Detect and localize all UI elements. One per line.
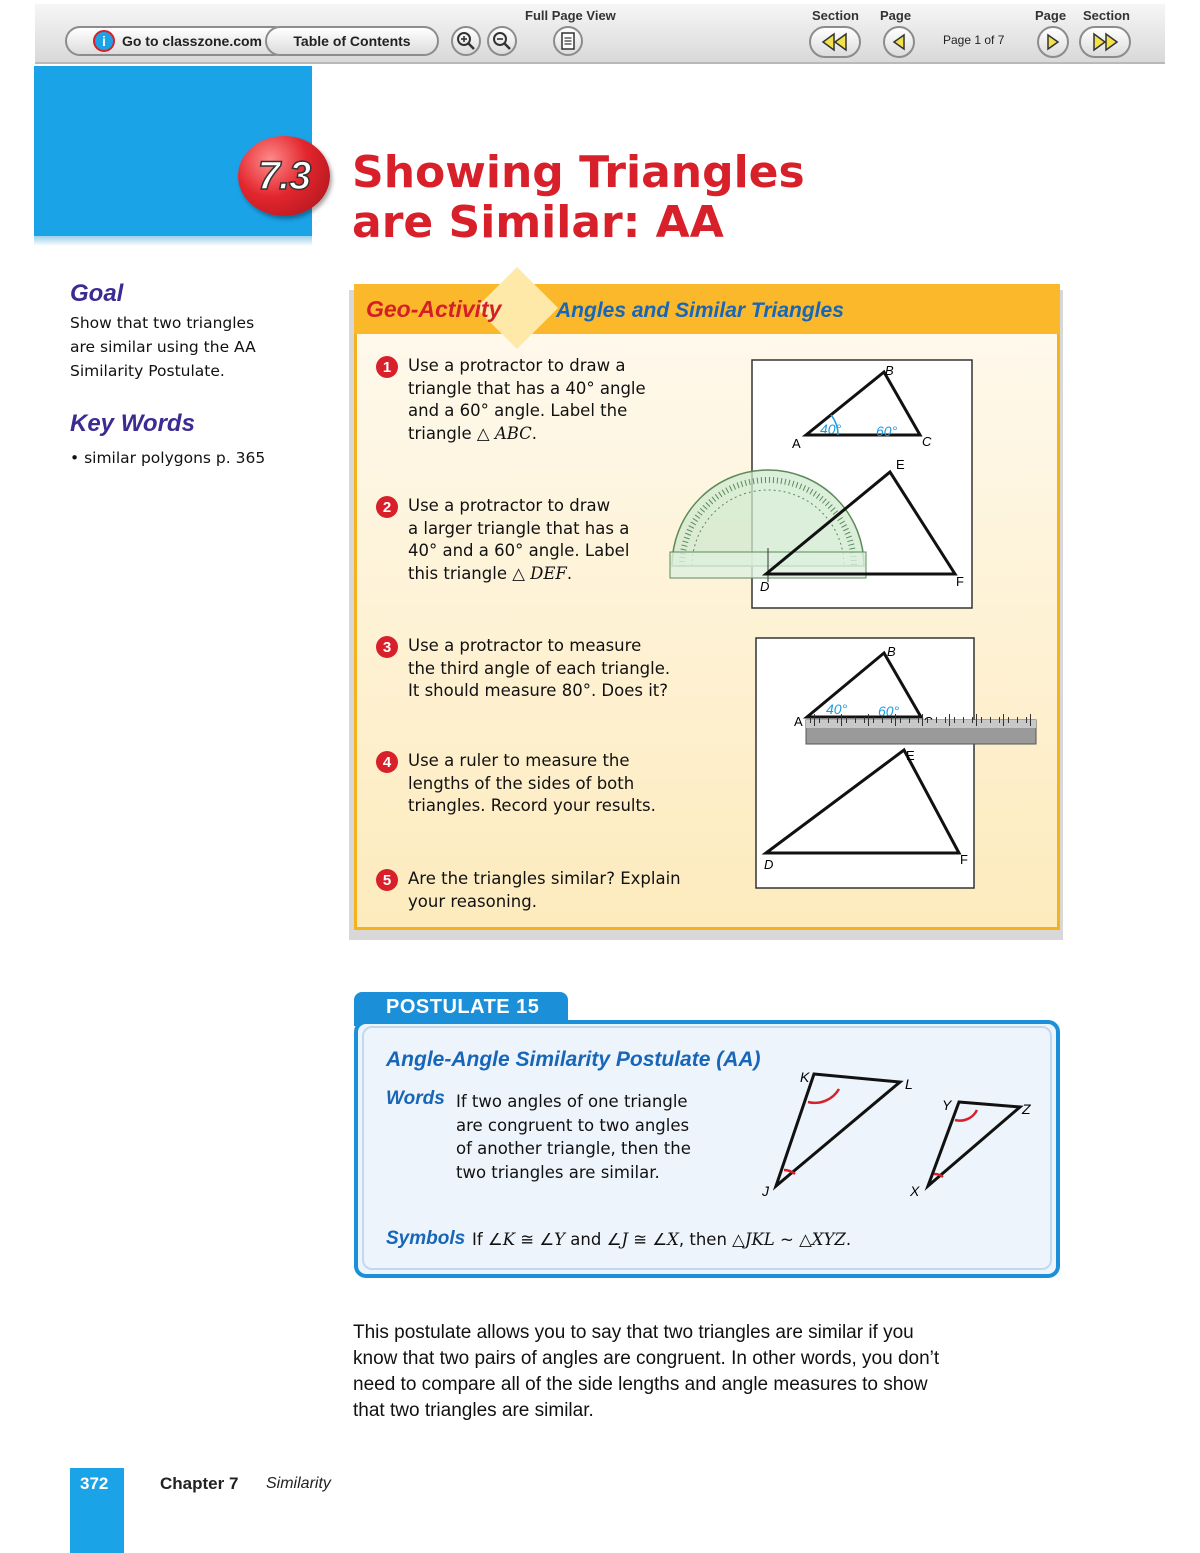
next-page-label: Page [1035,8,1067,23]
previous-section-label: Section [812,8,859,23]
step-line: triangles. Record your results. [408,796,656,815]
body-paragraph [353,1320,1003,1424]
goal-line: Similarity Postulate. [70,362,225,380]
step-line: Use a protractor to draw [408,496,611,515]
ruler-highlight [806,720,1036,728]
key-word-item: • similar polygons p. 365 [70,449,266,467]
vertex-label-b: B [885,363,894,378]
symbols-part: ≅ ∠ [515,1230,555,1249]
page-indicator: Page 1 of 7 [943,33,1005,47]
step-line-prefix: this triangle △ [408,563,525,583]
step-line: Use a protractor to draw a [408,356,626,375]
zoom-in-button[interactable] [451,26,481,56]
step-text-2 [408,495,708,585]
chevron-right-icon [1045,33,1061,51]
step-line-suffix: . [566,563,573,583]
page-number: 372 [80,1474,109,1493]
angle-arc-k [808,1089,839,1103]
step-line [408,423,708,446]
postulate-title: Angle-Angle Similarity Postulate (AA) [386,1048,761,1071]
page-view-icon [560,32,576,50]
chevron-left-icon [891,33,907,51]
step-line: It should measure 80°. Does it? [408,681,669,700]
step-line: 40° and a 60° angle. Label [408,541,630,560]
vertex-label-c: C [922,434,932,449]
header-band-shadow [34,236,312,246]
words-line: are congruent to two angles [456,1115,690,1135]
zoom-in-icon [456,31,476,51]
step-line: triangle that has a 40° angle [408,378,646,398]
symbols-part: If ∠ [472,1230,503,1249]
angle-label-60: 60° [878,703,900,719]
paragraph-line: need to compare all of the side lengths and angle measures to show [353,1374,928,1395]
next-section-label: Section [1083,8,1130,23]
step-line: lengths of the sides of both [408,773,635,793]
similar-triangles-figure [756,1062,1046,1204]
vertex-label-j: J [762,1183,769,1199]
words-line: of another triangle, then the [456,1139,691,1158]
step-number-2: 2 [376,496,398,518]
zoom-out-icon [492,31,512,51]
vertex-label-a: A [792,436,801,451]
symbols-angle-k: K [502,1230,516,1249]
step-line: and a 60° angle. Label the [408,401,628,420]
step-number-1: 1 [376,356,398,378]
lesson-title-line-1: Showing Triangles [352,147,805,198]
symbols-part: and ∠ [565,1230,622,1249]
step-text-4 [408,750,708,818]
previous-section-button[interactable] [809,26,861,58]
info-globe-icon [92,29,116,53]
lesson-title-line-2: are Similar: AA [352,197,724,248]
paragraph-line: This postulate allows you to say that two triangles are similar if you [353,1322,914,1343]
words-label: Words [386,1088,445,1109]
step-line: your reasoning. [408,891,537,911]
paragraph-line: that two triangles are similar. [353,1400,594,1421]
step-line-prefix: triangle △ [408,423,490,443]
step-text-3 [408,635,708,703]
goal-text [70,311,256,383]
full-page-view-button[interactable] [553,26,583,56]
angle-arc-y [955,1110,977,1121]
angle-label-40: 40° [820,421,842,437]
triangle-name: DEF [530,563,567,583]
triangle-name: ABC [494,423,532,443]
zoom-out-button[interactable] [487,26,517,56]
step-number-3: 3 [376,636,398,658]
step-line [408,563,708,586]
words-line: two triangles are similar. [456,1162,660,1182]
step-line: a larger triangle that has a [408,518,630,538]
figure-paper [756,638,974,888]
paragraph-line: know that two pairs of angles are congruent. In other words, you don’t [353,1348,940,1369]
previous-page-label: Page [880,8,912,23]
full-page-view-label: Full Page View [525,8,616,23]
ruler-triangles-figure [748,636,1040,892]
table-of-contents-button[interactable] [265,26,439,56]
svg-text:i: i [102,33,106,49]
symbols-part: , then △ [678,1230,745,1249]
angle-label-40: 40° [826,701,848,717]
vertex-label-z: Z [1022,1101,1031,1117]
symbols-label: Symbols [386,1228,466,1249]
chapter-label: Chapter 7 [160,1474,239,1493]
step-line-suffix: . [531,423,538,443]
postulate-tab-label: POSTULATE 15 [386,996,540,1018]
symbols-triangle-jkl: JKL [744,1230,775,1249]
geo-activity-title: Angles and Similar Triangles [556,299,844,322]
toc-label: Table of Contents [293,33,411,49]
geo-activity-label: Geo-Activity [366,296,502,322]
symbols-part: ≅ ∠ [628,1230,668,1249]
chapter-name: Similarity [266,1475,331,1492]
symbols-part: ~ △ [774,1230,812,1249]
vertex-label-l: L [905,1076,913,1092]
symbols-triangle-xyz: XYZ [811,1230,846,1249]
vertex-label-b: B [887,644,896,659]
symbols-angle-x: X [667,1230,679,1249]
words-line: If two angles of one triangle [456,1092,688,1111]
goal-heading: Goal [70,280,124,307]
angle-label-60: 60° [876,423,898,439]
step-text-5 [408,868,708,913]
vertex-label-f: F [956,574,964,589]
vertex-label-y: Y [942,1097,952,1113]
vertex-label-d: D [760,579,770,594]
step-text-1 [408,355,708,445]
vertex-label-f: F [960,852,968,867]
vertex-label-x: X [910,1183,920,1199]
next-page-button[interactable] [1037,26,1069,58]
symbols-text [472,1230,851,1249]
words-text [456,1090,736,1184]
symbols-angle-y: Y [554,1230,566,1249]
go-to-classzone-button[interactable] [65,26,289,56]
double-chevron-left-icon [820,32,850,52]
key-words-heading: Key Words [70,410,195,437]
vertex-label-a: A [794,714,803,729]
goal-line: are similar using the AA [70,338,256,356]
symbols-angle-j: J [621,1230,629,1249]
step-line: the third angle of each triangle. [408,658,671,678]
section-badge [238,136,330,216]
navigation-toolbar [35,4,1165,64]
key-words-list [70,446,265,470]
step-number-4: 4 [376,751,398,773]
step-line: Use a protractor to measure [408,636,642,655]
symbols-part: . [845,1230,852,1249]
previous-page-button[interactable] [883,26,915,58]
next-section-button[interactable] [1079,26,1131,58]
step-line: Are the triangles similar? Explain [408,869,681,888]
classzone-label: Go to classzone.com [121,33,263,49]
vertex-label-e: E [906,748,915,763]
step-line: Use a ruler to measure the [408,751,630,770]
section-number: 7.3 [257,153,311,198]
goal-line: Show that two triangles [70,314,255,332]
vertex-label-e: E [896,457,905,472]
vertex-label-k: K [800,1069,810,1085]
protractor-triangles-figure [668,358,978,614]
step-number-5: 5 [376,869,398,891]
double-chevron-right-icon [1090,32,1120,52]
vertex-label-d: D [764,857,774,872]
